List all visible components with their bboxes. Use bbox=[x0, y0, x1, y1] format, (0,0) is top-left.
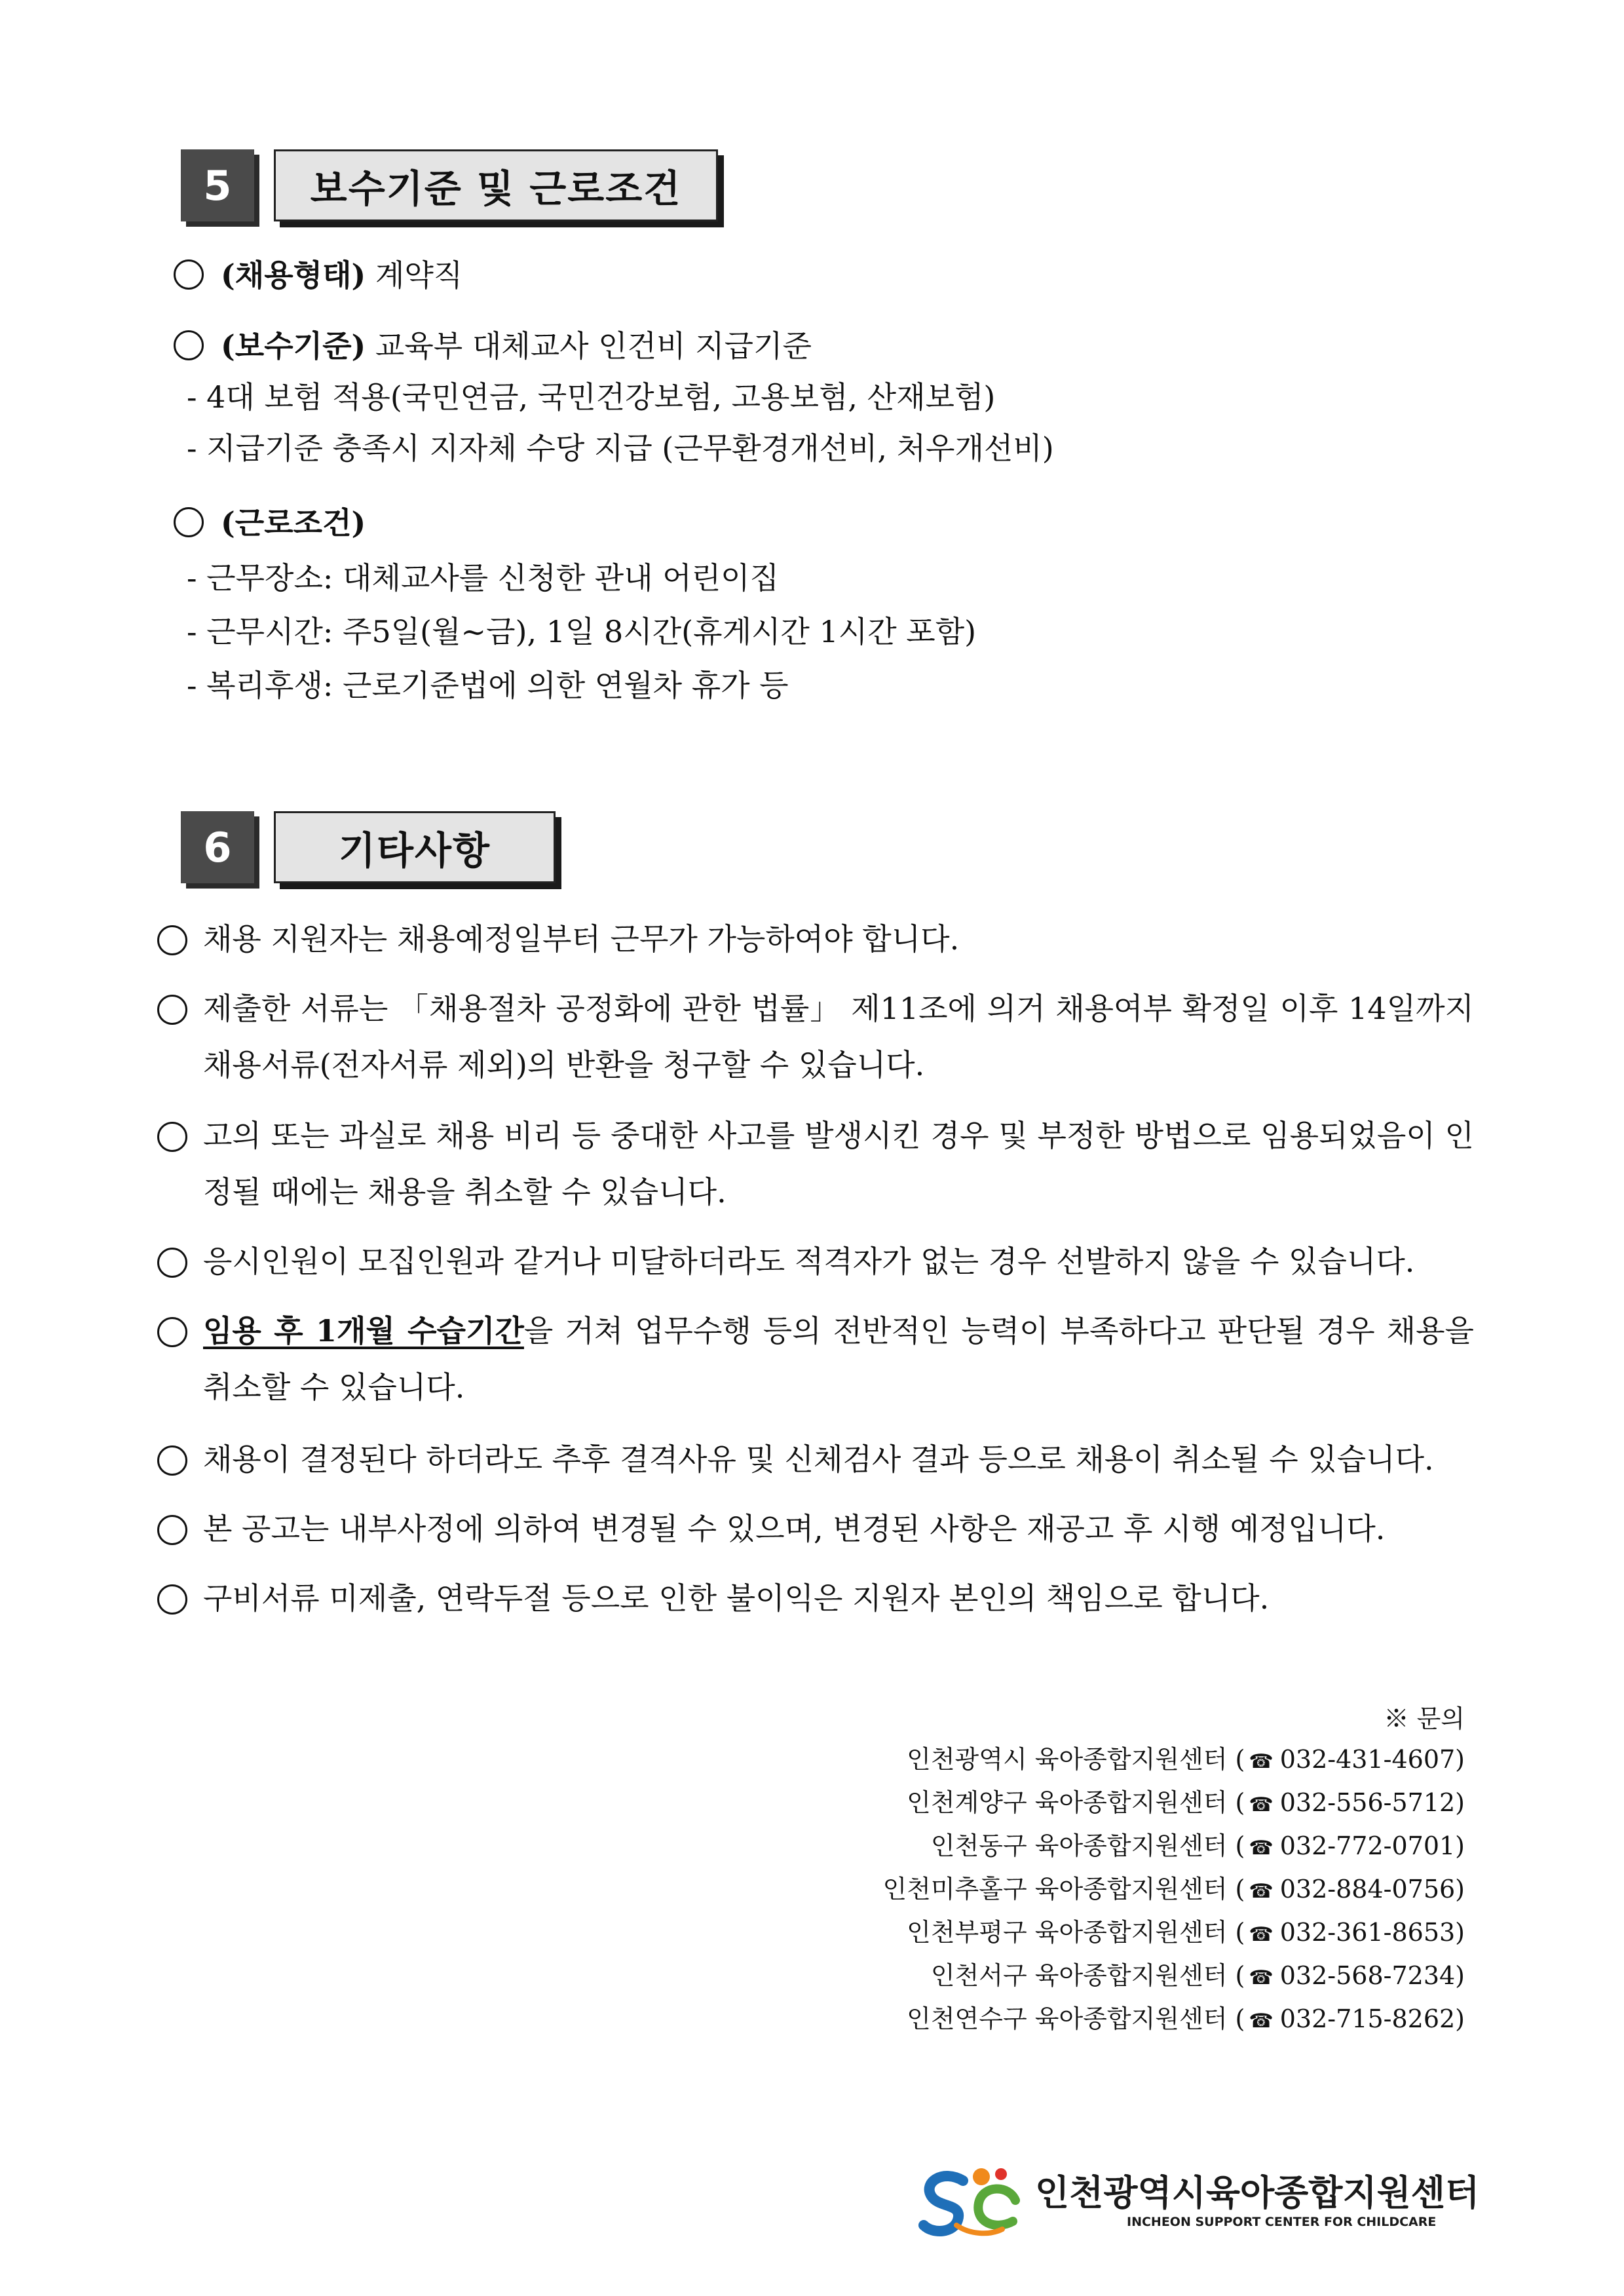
contact-row: 인천동구 육아종합지원센터 ( ☎ 032-772-0701) bbox=[882, 1826, 1465, 1869]
circle-bullet-icon bbox=[157, 995, 187, 1025]
logo-name-ko: 인천광역시육아종합지원센터 bbox=[1035, 2172, 1480, 2213]
contact-row: 인천광역시 육아종합지원센터 ( ☎ 032-431-4607) bbox=[882, 1739, 1465, 1782]
contact-center-name: 인천광역시 육아종합지원센터 bbox=[907, 1745, 1228, 1774]
phone-icon: ☎ bbox=[1249, 1966, 1274, 1989]
notice-item-3: 고의 또는 과실로 채용 비리 등 중대한 사고를 발생시킨 경우 및 부정한 방법으로 임용되었음이 인정될 때에는 채용을 취소할 수 있습니다. bbox=[157, 1107, 1474, 1220]
phone-icon: ☎ bbox=[1249, 1880, 1274, 1903]
contact-phone[interactable]: 032-772-0701 bbox=[1279, 1831, 1456, 1860]
contact-phone[interactable]: 032-884-0756 bbox=[1279, 1875, 1456, 1904]
work-sub-hours: - 근무시간: 주5일(월~금), 1일 8시간(휴게시간 1시간 포함) bbox=[187, 614, 977, 649]
pay-sub-insurance: - 4대 보험 적용(국민연금, 국민건강보험, 고용보험, 산재보험) bbox=[187, 379, 996, 415]
pay-standard-line: (보수기준) 교육부 대체교사 인건비 지급기준 bbox=[174, 326, 812, 366]
work-sub-place: - 근무장소: 대체교사를 신청한 관내 어린이집 bbox=[187, 560, 779, 596]
notice-item-5: 임용 후 1개월 수습기간을 거쳐 업무수행 등의 전반적인 능력이 부족하다고 판단될 경우 채용을 취소할 수 있습니다. bbox=[157, 1303, 1474, 1415]
logo-name-en: INCHEON SUPPORT CENTER FOR CHILDCARE bbox=[1127, 2215, 1437, 2229]
notice-item-1: 채용 지원자는 채용예정일부터 근무가 가능하여야 합니다. bbox=[157, 911, 1474, 967]
contact-phone[interactable]: 032-361-8653 bbox=[1279, 1918, 1456, 1947]
contact-center-name: 인천연수구 육아종합지원센터 bbox=[907, 2004, 1228, 2033]
center-logo-icon bbox=[917, 2162, 1029, 2241]
contact-phone[interactable]: 032-715-8262 bbox=[1279, 2004, 1456, 2033]
circle-bullet-icon bbox=[174, 259, 204, 290]
contact-row: 인천부평구 육아종합지원센터 ( ☎ 032-361-8653) bbox=[882, 1912, 1465, 1955]
work-sub-benefits: - 복리후생: 근로기준법에 의한 연월차 휴가 등 bbox=[187, 668, 789, 703]
phone-icon: ☎ bbox=[1249, 1750, 1274, 1773]
section6-title: 기타사항 bbox=[274, 811, 556, 883]
contact-phone[interactable]: 032-431-4607 bbox=[1279, 1745, 1456, 1774]
work-conditions-line: (근로조건) bbox=[174, 503, 366, 543]
phone-icon: ☎ bbox=[1249, 1923, 1274, 1946]
contact-center-name: 인천미추홀구 육아종합지원센터 bbox=[882, 1875, 1228, 1904]
circle-bullet-icon bbox=[157, 1122, 187, 1152]
section6-number: 6 bbox=[181, 811, 254, 883]
contact-row: 인천미추홀구 육아종합지원센터 ( ☎ 032-884-0756) bbox=[882, 1869, 1465, 1912]
notice-item-2: 제출한 서류는 「채용절차 공정화에 관한 법률」 제11조에 의거 채용여부 확정일 이후 14일까지 채용서류(전자서류 제외)의 반환을 청구할 수 있습니다. bbox=[157, 980, 1474, 1093]
center-logo bbox=[917, 2162, 1481, 2241]
circle-bullet-icon bbox=[157, 1248, 187, 1278]
circle-bullet-icon bbox=[157, 925, 187, 955]
circle-bullet-icon bbox=[157, 1317, 187, 1347]
probation-period-text: 임용 후 1개월 수습기간 bbox=[203, 1313, 524, 1349]
contact-row: 인천서구 육아종합지원센터 ( ☎ 032-568-7234) bbox=[882, 1955, 1465, 1999]
contact-center-name: 인천서구 육아종합지원센터 bbox=[930, 1961, 1228, 1990]
circle-bullet-icon bbox=[157, 1584, 187, 1615]
phone-icon: ☎ bbox=[1249, 1837, 1274, 1860]
notice-item-6: 채용이 결정된다 하더라도 추후 결격사유 및 신체검사 결과 등으로 채용이 취소될 수 있습니다. bbox=[157, 1431, 1474, 1487]
notice-item-4: 응시인원이 모집인원과 같거나 미달하더라도 적격자가 없는 경우 선발하지 않을 수 있습니다. bbox=[157, 1233, 1474, 1290]
contact-phone[interactable]: 032-556-5712 bbox=[1279, 1788, 1456, 1817]
contact-center-name: 인천부평구 육아종합지원센터 bbox=[907, 1918, 1228, 1947]
contact-center-name: 인천동구 육아종합지원센터 bbox=[930, 1831, 1228, 1860]
circle-bullet-icon bbox=[157, 1515, 187, 1545]
employment-type-line: (채용형태) 계약직 bbox=[174, 256, 463, 295]
contact-row: 인천연수구 육아종합지원센터 ( ☎ 032-715-8262) bbox=[882, 1999, 1465, 2042]
circle-bullet-icon bbox=[157, 1445, 187, 1476]
circle-bullet-icon bbox=[174, 507, 204, 537]
notice-item-8: 구비서류 미제출, 연락두절 등으로 인한 불이익은 지원자 본인의 책임으로 합니다. bbox=[157, 1570, 1474, 1626]
phone-icon: ☎ bbox=[1249, 1793, 1274, 1816]
section5-number: 5 bbox=[181, 149, 254, 221]
phone-icon: ☎ bbox=[1249, 2010, 1274, 2033]
notice-item-7: 본 공고는 내부사정에 의하여 변경될 수 있으며, 변경된 사항은 재공고 후 시행 예정입니다. bbox=[157, 1501, 1474, 1557]
contact-center-name: 인천계양구 육아종합지원센터 bbox=[907, 1788, 1228, 1817]
contact-phone[interactable]: 032-568-7234 bbox=[1279, 1961, 1456, 1990]
circle-bullet-icon bbox=[174, 330, 204, 360]
section5-title: 보수기준 및 근로조건 bbox=[274, 149, 718, 221]
contact-row: 인천계양구 육아종합지원센터 ( ☎ 032-556-5712) bbox=[882, 1782, 1465, 1826]
pay-sub-allowance: - 지급기준 충족시 지자체 수당 지급 (근무환경개선비, 처우개선비) bbox=[187, 430, 1054, 466]
contact-list bbox=[882, 1739, 1465, 2042]
contact-heading: ※ 문의 bbox=[1384, 1704, 1465, 1733]
